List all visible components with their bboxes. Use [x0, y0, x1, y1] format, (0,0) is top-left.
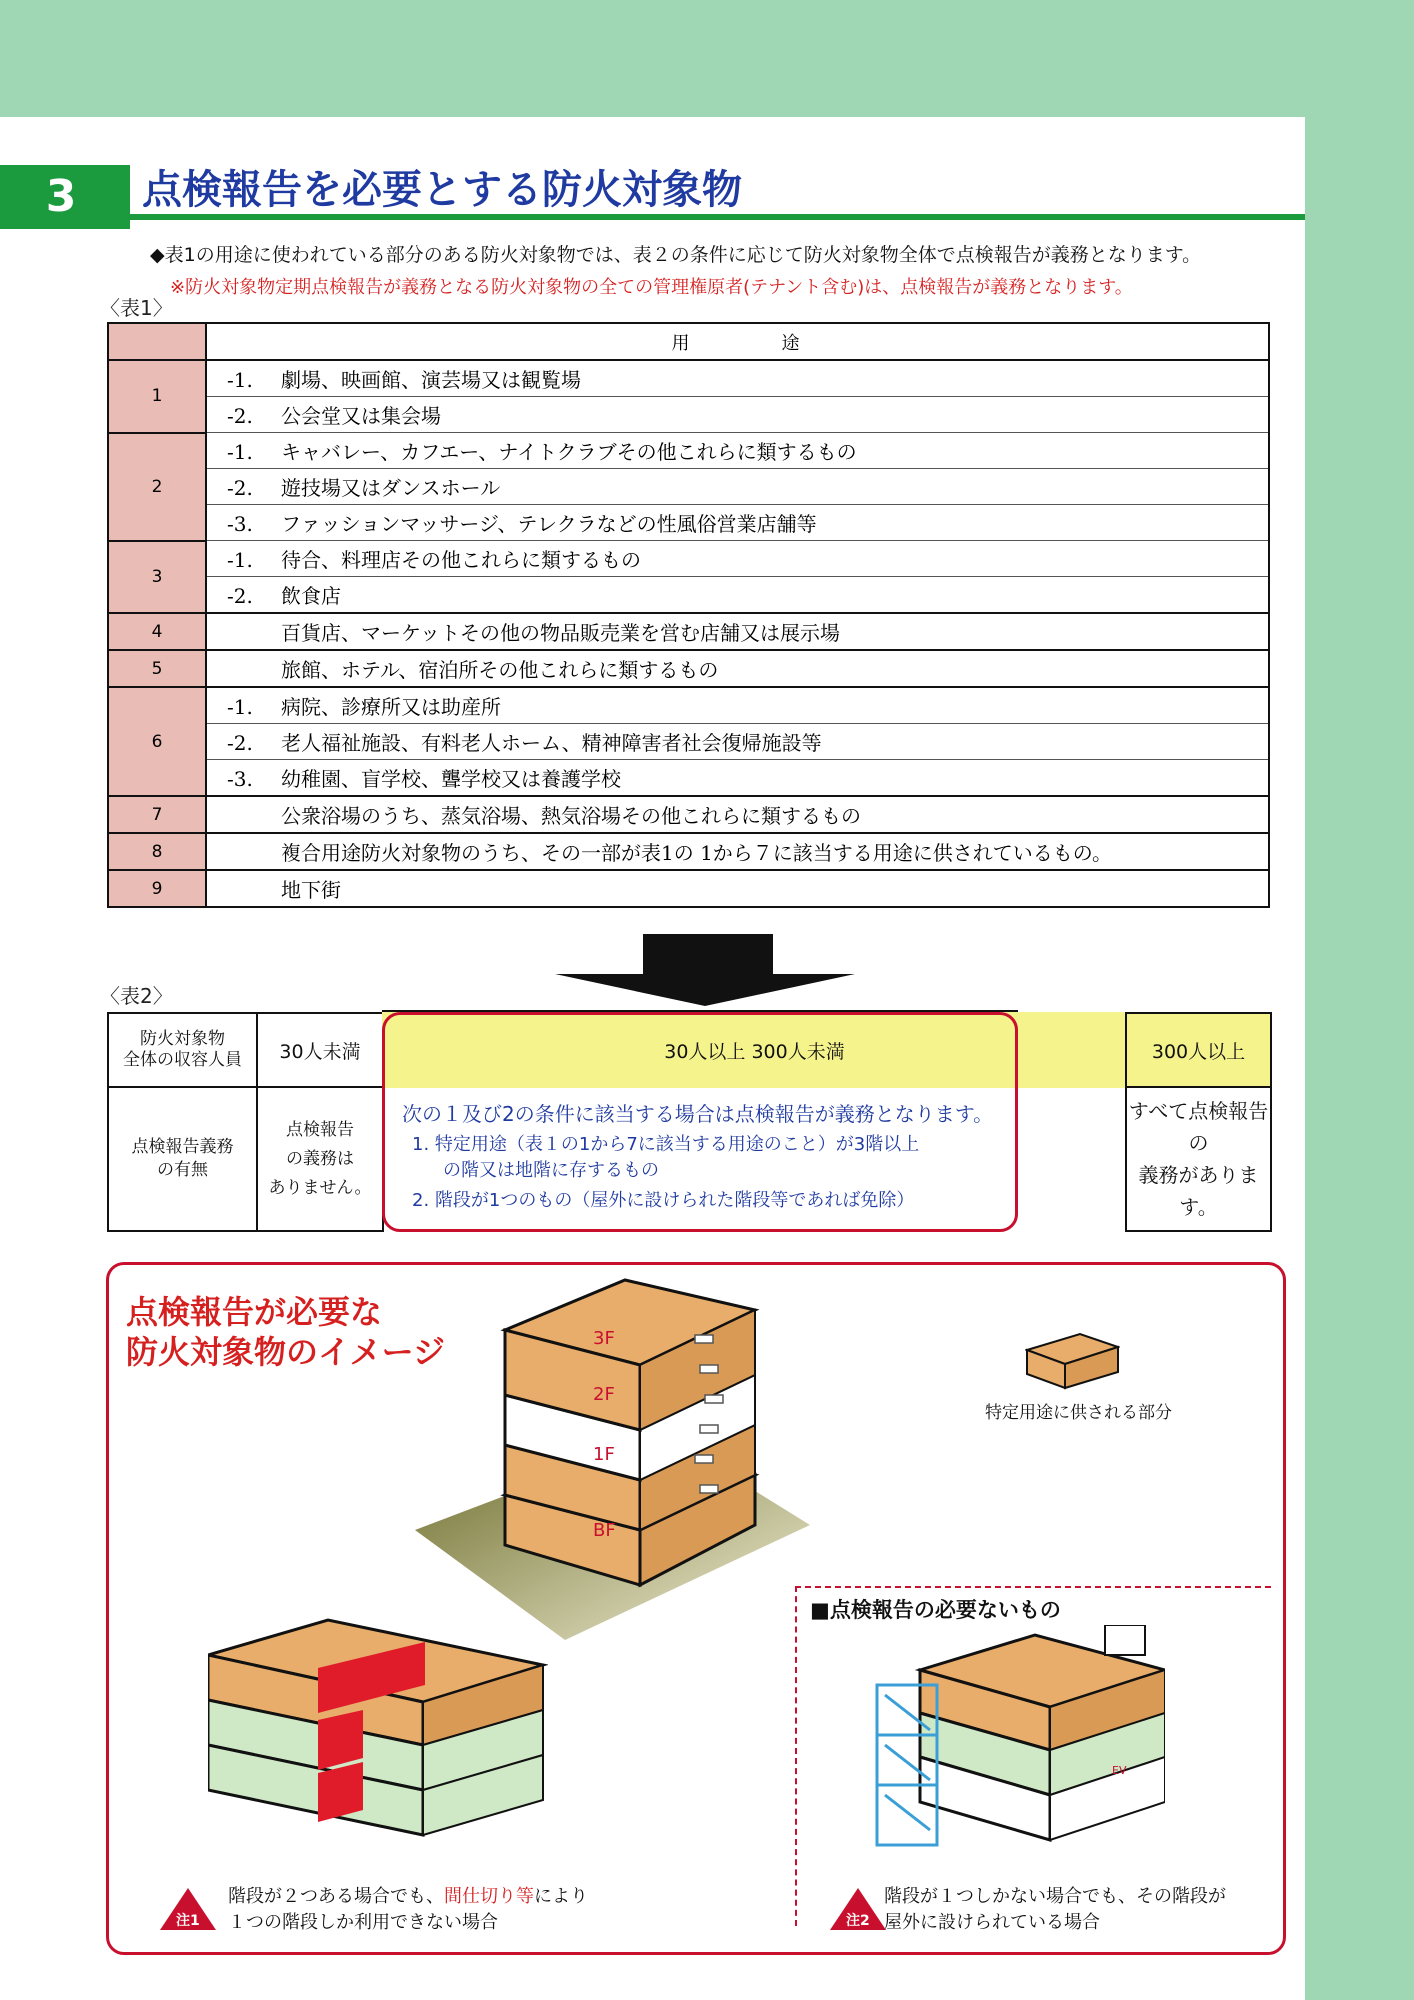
row-number: 2: [108, 433, 206, 541]
usage-text: 幼稚園、盲学校、聾学校又は養護学校: [281, 767, 621, 791]
table-row: [206, 650, 1269, 687]
table1-caption: 〈表1〉: [100, 296, 173, 320]
row-number: 4: [108, 613, 206, 650]
table-row: [206, 505, 1269, 541]
row-number: 1: [108, 360, 206, 433]
note1-line2: １つの階段しか利用できない場合: [228, 1912, 498, 1933]
image-title: [126, 1292, 445, 1372]
floor-label-2f: 2F: [593, 1384, 615, 1405]
building-note1-illustration: [208, 1610, 548, 1850]
row-number: 8: [108, 833, 206, 870]
sub-number: -3.: [227, 767, 253, 791]
table-row: [206, 760, 1269, 797]
sub-number: -1.: [227, 368, 253, 392]
usage-text: 公会堂又は集会場: [281, 404, 441, 428]
sub-number: -3.: [227, 512, 253, 536]
usage-text: 病院、診療所又は助産所: [281, 695, 501, 719]
usage-text: ファッションマッサージ、テレクラなどの性風俗営業店舗等: [281, 512, 817, 536]
table-row: [206, 397, 1269, 433]
sub-number: -1.: [227, 695, 253, 719]
legend-text: 特定用途に供される部分: [985, 1403, 1172, 1423]
divider-horizontal: [795, 1586, 1271, 1588]
intro-text: ◆表1の用途に使われている部分のある防火対象物では、表２の条件に応じて防火対象物全体で点検報告が義務となります。: [150, 244, 1202, 266]
image-title-line1: 点検報告が必要な: [126, 1293, 383, 1331]
usage-text: 老人福祉施設、有料老人ホーム、精神障害者社会復帰施設等: [281, 731, 822, 755]
legend-swatch: [1025, 1332, 1120, 1390]
usage-text: キャバレー、カフエー、ナイトクラブその他これらに類するもの: [281, 440, 857, 464]
note1-text: [228, 1884, 588, 1936]
obligation-label: 点検報告義務 の有無: [107, 1086, 258, 1232]
note1-tag: 注1: [176, 1913, 200, 1929]
usage-text: 遊技場又はダンスホール: [281, 476, 501, 500]
section-number: 3: [0, 165, 122, 229]
usage-text: 旅館、ホテル、宿泊所その他これらに類するもの: [281, 658, 719, 682]
table-row: [206, 724, 1269, 760]
image-title-line2: 防火対象物のイメージ: [126, 1333, 446, 1371]
sub-number: -1.: [227, 548, 253, 572]
sub-number: -2.: [227, 731, 253, 755]
condition-title: 次の１及び2の条件に該当する場合は点検報告が義務となります。: [402, 1102, 994, 1126]
sub-number: -2.: [227, 404, 253, 428]
divider-vertical: [795, 1586, 797, 1926]
floor-label-1f: 1F: [593, 1444, 615, 1465]
over300-text: すべて点検報告の 義務があります。: [1125, 1086, 1272, 1232]
sub-number: -2.: [227, 476, 253, 500]
usage-text: 飲食店: [281, 584, 341, 608]
note2-line1: 階段が１つしかない場合でも、その階段が: [884, 1886, 1226, 1907]
not-required-title: ■点検報告の必要ないもの: [810, 1598, 1061, 1622]
table1-header: 用 途: [206, 323, 1269, 360]
row-number: 5: [108, 650, 206, 687]
usage-text: 複合用途防火対象物のうち、その一部が表1の 1から７に該当する用途に供されているもの。: [281, 841, 1113, 865]
note2-line2: 屋外に設けられている場合: [884, 1912, 1100, 1933]
row-number: 9: [108, 870, 206, 907]
note1-line1-red: 間仕切り等: [444, 1886, 534, 1907]
section-accent: [122, 165, 130, 229]
table-row: [206, 360, 1269, 397]
table-row: [206, 833, 1269, 870]
sub-number: -1.: [227, 440, 253, 464]
note1-line1-b: により: [534, 1886, 588, 1907]
row-number: 6: [108, 687, 206, 796]
page-title: 点検報告を必要とする防火対象物: [142, 167, 742, 213]
condition-1-cont: の階又は地階に存するもの: [443, 1160, 659, 1181]
table-row: [206, 796, 1269, 833]
floor-label-bf: BF: [593, 1520, 616, 1541]
usage-text: 百貨店、マーケットその他の物品販売業を営む店舗又は展示場: [281, 621, 840, 645]
usage-text: 地下街: [281, 878, 341, 902]
table-row: [206, 687, 1269, 724]
condition-2: 2. 階段が1つのもの（屋外に設けられた階段等であれば免除）: [412, 1190, 915, 1211]
table-row: [206, 541, 1269, 577]
building-illustration: [415, 1225, 815, 1645]
down-arrow-icon: [540, 934, 870, 1006]
table1-corner: [108, 323, 206, 360]
under30-text: 点検報告 の義務は ありません。: [256, 1086, 384, 1232]
col-30-300: 30人以上 300人未満: [382, 1012, 1127, 1088]
row-number: 7: [108, 796, 206, 833]
usage-text: 待合、料理店その他これらに類するもの: [281, 548, 641, 572]
note2-text: [884, 1884, 1226, 1936]
table-row: [206, 613, 1269, 650]
usage-text: 公衆浴場のうち、蒸気浴場、熱気浴場その他これらに類するもの: [281, 804, 861, 828]
usage-text: 劇場、映画館、演芸場又は観覧場: [281, 368, 581, 392]
table-row: [206, 870, 1269, 907]
floor-label-3f: 3F: [593, 1328, 615, 1349]
col-over300: 300人以上: [1125, 1012, 1272, 1088]
usage-table: [107, 322, 1270, 908]
col-under30: 30人未満: [256, 1012, 384, 1088]
note1-line1-a: 階段が２つある場合でも、: [228, 1886, 444, 1907]
note2-tag: 注2: [846, 1913, 870, 1929]
table-row: [206, 577, 1269, 614]
intro-note: ※防火対象物定期点検報告が義務となる防火対象物の全ての管理権原者(テナント含む)は、点検報告が義務となります。: [170, 277, 1133, 298]
sub-number: -2.: [227, 584, 253, 608]
capacity-label: 防火対象物 全体の収容人員: [107, 1012, 258, 1088]
elevator-label: EV: [1112, 1764, 1127, 1777]
row-number: 3: [108, 541, 206, 614]
table2-caption: 〈表2〉: [100, 984, 173, 1008]
building-note2-illustration: [875, 1625, 1165, 1865]
title-underline: [130, 214, 1305, 220]
condition-1: 1. 特定用途（表１の1から7に該当する用途のこと）が3階以上: [412, 1134, 920, 1155]
table-row: [206, 433, 1269, 469]
table-row: [206, 469, 1269, 505]
